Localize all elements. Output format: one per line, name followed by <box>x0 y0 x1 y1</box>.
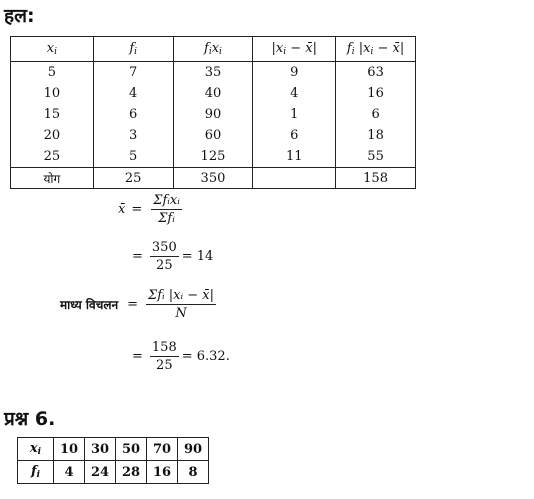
cell-x: 70 <box>147 438 178 461</box>
row-label-f: $f_i$ <box>18 461 54 484</box>
fraction <box>150 340 179 373</box>
fraction-numerator: 350 <box>151 240 177 255</box>
cell-xi: 10 <box>11 83 94 104</box>
fraction-denominator: 25 <box>156 258 173 273</box>
cell-fi: 7 <box>93 62 173 84</box>
table-total-row <box>11 168 416 189</box>
cell-abs-deviation: 6 <box>253 125 336 146</box>
cell-f: 8 <box>178 461 209 484</box>
fraction-denominator: Σfᵢ <box>158 211 175 226</box>
total-label: योग <box>11 168 94 189</box>
total-f: 25 <box>93 168 173 189</box>
header-abs-deviation: $|x_i$ − x̄| <box>253 37 336 62</box>
table-header-row <box>11 37 416 62</box>
cell-x: 30 <box>85 438 116 461</box>
cell-fixi: 35 <box>173 62 253 84</box>
question-heading: प्रश्न 6. <box>4 408 56 430</box>
header-xi: $x_i$ <box>11 37 94 62</box>
cell-x: 10 <box>54 438 85 461</box>
mean-deviation-formula <box>60 288 219 321</box>
total-f-deviation: 158 <box>336 168 416 189</box>
question-data-table <box>17 437 209 484</box>
cell-x: 90 <box>178 438 209 461</box>
fraction-numerator: Σfᵢ |xᵢ − x̄| <box>148 288 214 303</box>
cell-f: 16 <box>147 461 178 484</box>
row-label-x: $x_i$ <box>18 438 54 461</box>
cell-xi: 20 <box>11 125 94 146</box>
cell-f: 24 <box>85 461 116 484</box>
fraction-numerator: Σfᵢxᵢ <box>153 193 180 208</box>
cell-fi-abs-deviation: 18 <box>336 125 416 146</box>
cell-xi: 15 <box>11 104 94 125</box>
mean-calculation <box>132 240 213 273</box>
mean-symbol: x̄ <box>118 202 126 217</box>
cell-fi-abs-deviation: 55 <box>336 146 416 168</box>
fraction-denominator: 25 <box>156 358 173 373</box>
cell-f: 4 <box>54 461 85 484</box>
fraction <box>150 240 179 273</box>
cell-xi: 25 <box>11 146 94 168</box>
cell-fi-abs-deviation: 6 <box>336 104 416 125</box>
fraction-denominator: N <box>175 306 187 321</box>
cell-abs-deviation: 11 <box>253 146 336 168</box>
cell-abs-deviation: 4 <box>253 83 336 104</box>
header-fixi: $f_ix_i$ <box>173 37 253 62</box>
mean-deviation-result: = 6.32. <box>181 349 230 364</box>
mean-deviation-label: माध्य विचलन <box>60 298 119 312</box>
cell-x: 50 <box>116 438 147 461</box>
mean-result: = 14 <box>181 249 214 264</box>
header-fi-abs-deviation: $f_i$ $|x_i$ − x̄| <box>336 37 416 62</box>
table-row <box>18 461 209 484</box>
mean-deviation-calculation <box>132 340 230 373</box>
equals-sign: = <box>127 297 139 312</box>
cell-f: 28 <box>116 461 147 484</box>
solution-heading: हल: <box>4 5 35 27</box>
cell-fi: 3 <box>93 125 173 146</box>
equals-sign: = <box>132 249 143 264</box>
header-fi: $f_i$ <box>93 37 173 62</box>
cell-abs-deviation: 9 <box>253 62 336 84</box>
cell-fi: 5 <box>93 146 173 168</box>
cell-fixi: 125 <box>173 146 253 168</box>
cell-fixi: 60 <box>173 125 253 146</box>
cell-fixi: 40 <box>173 83 253 104</box>
total-fx: 350 <box>173 168 253 189</box>
cell-xi: 5 <box>11 62 94 84</box>
equals-sign: = <box>131 202 143 217</box>
fraction <box>151 193 182 226</box>
fraction-numerator: 158 <box>151 340 177 355</box>
table-row <box>11 104 416 125</box>
frequency-table <box>10 36 416 189</box>
cell-fi-abs-deviation: 63 <box>336 62 416 84</box>
cell-fi: 4 <box>93 83 173 104</box>
table-row <box>11 125 416 146</box>
table-row <box>11 62 416 84</box>
table-row <box>18 438 209 461</box>
equals-sign: = <box>132 349 143 364</box>
fraction <box>146 288 216 321</box>
cell-fi-abs-deviation: 16 <box>336 83 416 104</box>
cell-fixi: 90 <box>173 104 253 125</box>
total-deviation <box>253 168 336 189</box>
table-row <box>11 146 416 168</box>
table-row <box>11 83 416 104</box>
cell-abs-deviation: 1 <box>253 104 336 125</box>
cell-fi: 6 <box>93 104 173 125</box>
mean-formula <box>118 193 185 226</box>
